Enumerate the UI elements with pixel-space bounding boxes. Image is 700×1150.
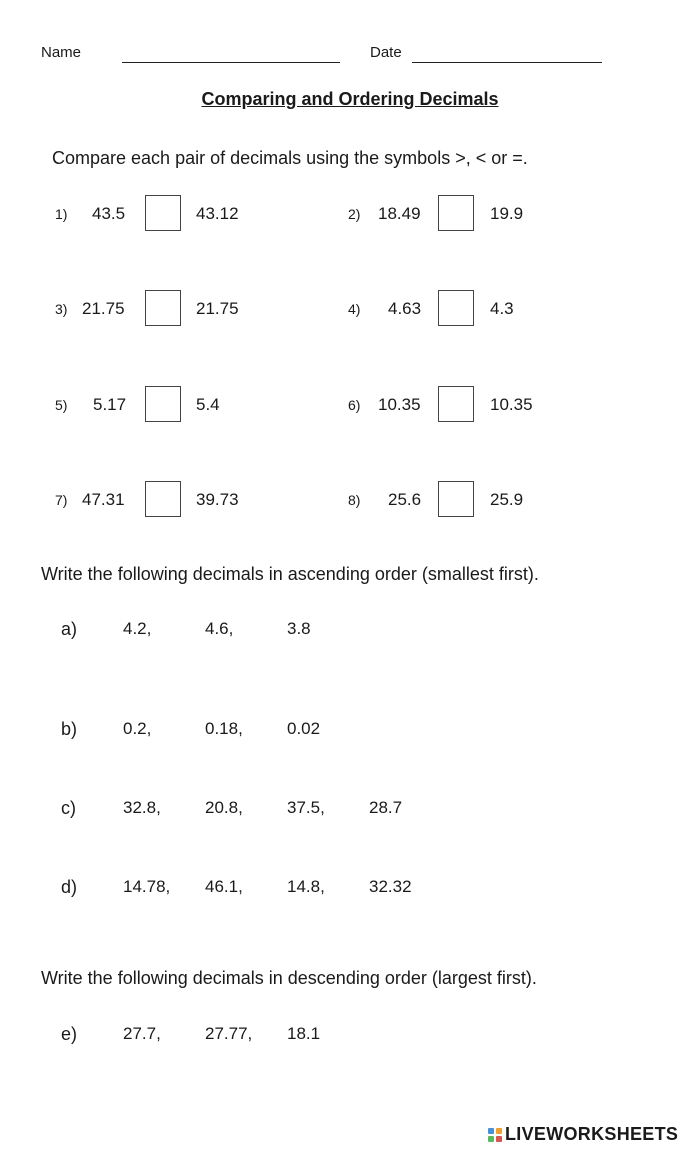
order-value: 14.8, <box>287 877 325 896</box>
value-a: 25.6 <box>388 490 422 509</box>
ascending-instruction: Write the following decimals in ascending order (smallest first). <box>41 564 539 584</box>
answer-box[interactable] <box>438 290 474 326</box>
order-value: 0.18, <box>205 719 243 738</box>
order-value: 0.2, <box>123 719 152 738</box>
item-label: e) <box>61 1024 78 1044</box>
value-a: 21.75 <box>82 299 125 318</box>
answer-box[interactable] <box>145 386 181 422</box>
order-item <box>0 798 700 826</box>
order-item <box>0 719 700 747</box>
value-a: 5.17 <box>93 395 127 414</box>
name-label: Name <box>41 44 82 61</box>
liveworksheets-logo-icon <box>488 1126 502 1147</box>
value-b: 10.35 <box>490 395 533 414</box>
value-a: 4.63 <box>388 299 422 318</box>
order-value: 32.8, <box>123 798 161 817</box>
order-value: 18.1 <box>287 1024 321 1043</box>
item-number: 1) <box>55 206 68 222</box>
item-number: 4) <box>348 301 361 317</box>
item-number: 5) <box>55 397 68 413</box>
item-number: 6) <box>348 397 361 413</box>
descending-instruction: Write the following decimals in descending order (largest first). <box>41 968 537 988</box>
order-item <box>0 1024 700 1052</box>
answer-box[interactable] <box>438 195 474 231</box>
order-value: 32.32 <box>369 877 412 896</box>
value-b: 39.73 <box>196 490 239 509</box>
value-b: 5.4 <box>196 395 220 414</box>
order-item <box>0 877 700 905</box>
value-b: 4.3 <box>490 299 514 318</box>
item-label: a) <box>61 619 78 639</box>
order-value: 27.7, <box>123 1024 161 1043</box>
value-a: 43.5 <box>92 204 126 223</box>
date-label: Date <box>370 44 402 61</box>
answer-box[interactable] <box>438 386 474 422</box>
value-a: 18.49 <box>378 204 421 223</box>
value-b: 21.75 <box>196 299 239 318</box>
name-line[interactable] <box>122 62 340 63</box>
item-label: d) <box>61 877 78 897</box>
item-number: 3) <box>55 301 68 317</box>
order-value: 4.6, <box>205 619 234 638</box>
item-number: 2) <box>348 206 361 222</box>
value-b: 43.12 <box>196 204 239 223</box>
answer-box[interactable] <box>145 290 181 326</box>
item-label: b) <box>61 719 78 739</box>
date-line[interactable] <box>412 62 602 63</box>
order-value: 20.8, <box>205 798 243 817</box>
item-number: 8) <box>348 492 361 508</box>
value-b: 25.9 <box>490 490 524 509</box>
answer-box[interactable] <box>145 195 181 231</box>
order-value: 37.5, <box>287 798 325 817</box>
value-a: 10.35 <box>378 395 421 414</box>
item-label: c) <box>61 798 76 818</box>
order-value: 27.77, <box>205 1024 253 1043</box>
order-value: 4.2, <box>123 619 152 638</box>
page-title: Comparing and Ordering Decimals <box>201 89 499 109</box>
order-item <box>0 619 700 647</box>
order-value: 3.8 <box>287 619 311 638</box>
brand-text: LIVEWORKSHEETS <box>505 1124 679 1144</box>
liveworksheets-brand[interactable] <box>488 1124 678 1147</box>
value-b: 19.9 <box>490 204 524 223</box>
answer-box[interactable] <box>145 481 181 517</box>
item-number: 7) <box>55 492 68 508</box>
order-value: 14.78, <box>123 877 171 896</box>
answer-box[interactable] <box>438 481 474 517</box>
value-a: 47.31 <box>82 490 125 509</box>
order-value: 46.1, <box>205 877 243 896</box>
order-value: 0.02 <box>287 719 321 738</box>
compare-instruction: Compare each pair of decimals using the symbols >, < or =. <box>52 148 528 168</box>
order-value: 28.7 <box>369 798 403 817</box>
